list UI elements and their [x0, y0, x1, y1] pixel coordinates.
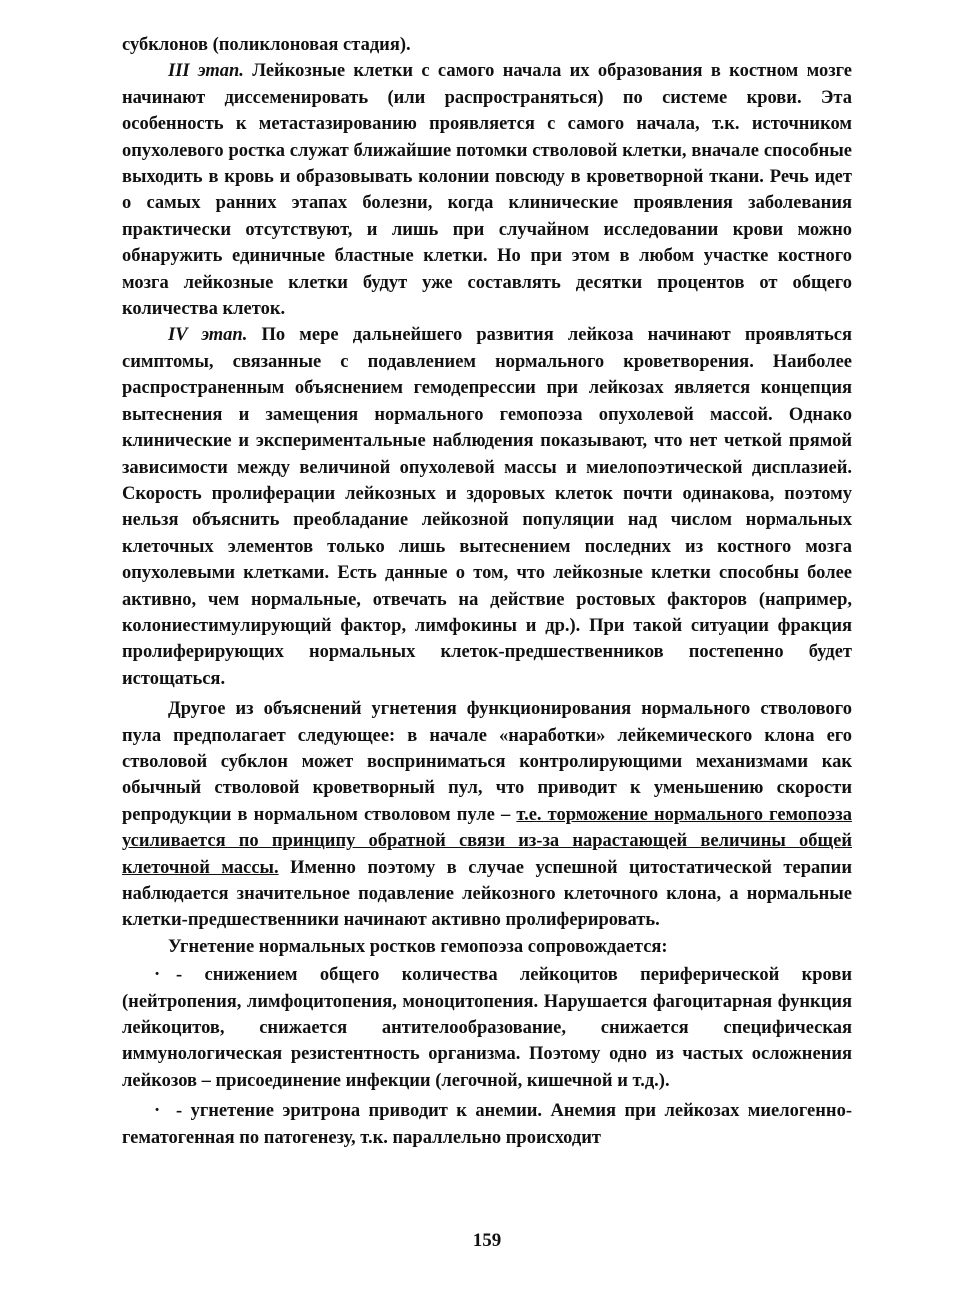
- list-item: [122, 962, 852, 1094]
- stage-3-heading: III этап.: [168, 61, 244, 82]
- paragraph-explanation: [122, 696, 852, 934]
- page-body: [122, 32, 852, 1151]
- explanation-underlined-text: т.е. торможение нормального гемопоэза усиливается по принципу обратной связи из-за нарастающей величины общей клеточной массы.: [122, 804, 852, 878]
- explanation-text-start: Другое из объяснений угнетения функционирования нормального стволового пула предполагает следующее: в начале «наработки» лейкемического клона его стволовой субклон может восприниматься контролирующими механизмами как обычный стволовой кроветворный пул, что приводит к уменьшению скорости репродукции в нормальном стволовом пуле –: [122, 699, 852, 825]
- stage-3-text: Лейкозные клетки с самого начала их образования в костном мозге начинают диссеменировать (или распространяться) по системе крови. Эта особенность к метастазированию проявляется с самого начала, т.к. источником опухолевого ростка служат ближайшие потомки стволовой клетки, вначале способные выходить в кровь и образовывать колонии повсюду в кроветворной ткани. Речь идет о самых ранних этапах болезни, когда клинические проявления заболевания практически отсутствуют, и лишь при случайном исследовании крови можно обнаружить единичные бластные клетки. Но при этом в любом участке костного мозга лейкозные клетки будут уже составлять десятки процентов от общего количества клеток.: [122, 61, 852, 320]
- paragraph-continuation: субклонов (поликлоновая стадия).: [122, 35, 411, 55]
- stage-4-text: По мере дальнейшего развития лейкоза начинают проявляться симптомы, связанные с подавлением нормального кроветворения. Наиболее распространенным объяснением гемодепрессии при лейкозах является концепция вытеснения и замещения нормального гемопоэза опухолевой массой. Однако клинические и экспериментальные наблюдения показывают, что нет четкой прямой зависимости между величиной опухолевой массы и миелопоэтической дисплазией. Скорость пролиферации лейкозных и здоровых клеток почти одинакова, поэтому нельзя объяснить преобладание лейкозной популяции над числом нормальных клеточных элементов только лишь вытеснением последних из костного мозга опухолевыми клетками. Есть данные о том, что лейкозные клетки способны более активно, чем нормальные, отвечать на действие ростовых факторов (например, колониестимулирующий фактор, лимфокины и др.). При такой ситуации фракция пролиферирующих нормальных клеток-предшественников постепенно будет истощаться.: [122, 325, 852, 689]
- paragraph-stage-4: [122, 322, 852, 692]
- explanation-text-end: Именно поэтому в случае успешной цитостатической терапии наблюдается значительное подавление лейкозного клеточного клона, а нормальные клетки-предшественники начинают активно пролиферировать.: [122, 857, 852, 931]
- stage-4-heading: IV этап.: [168, 325, 248, 346]
- list-item-text: - угнетение эритрона приводит к анемии. Анемия при лейкозах миелогенно-гематогенная по патогенезу, т.к. параллельно происходит: [122, 1101, 852, 1148]
- bullet-marker: ·: [154, 965, 161, 986]
- paragraph-stage-3: [122, 58, 852, 322]
- list-item-text: - снижением общего количества лейкоцитов периферической крови (нейтропения, лимфоцитопения, моноцитопения. Нарушается фагоцитарная функция лейкоцитов, снижается антителообразование, снижается специфическая иммунологическая резистентность организма. Поэтому одно из частых осложнения лейкозов – присоединение инфекции (легочной, кишечной и т.д.).: [122, 965, 852, 1091]
- list-item: [122, 1098, 852, 1151]
- paragraph-suppression-intro: Угнетение нормальных ростков гемопоэза сопровождается:: [168, 936, 668, 957]
- page-number: 159: [472, 1230, 502, 1251]
- bullet-marker: ·: [154, 1101, 161, 1122]
